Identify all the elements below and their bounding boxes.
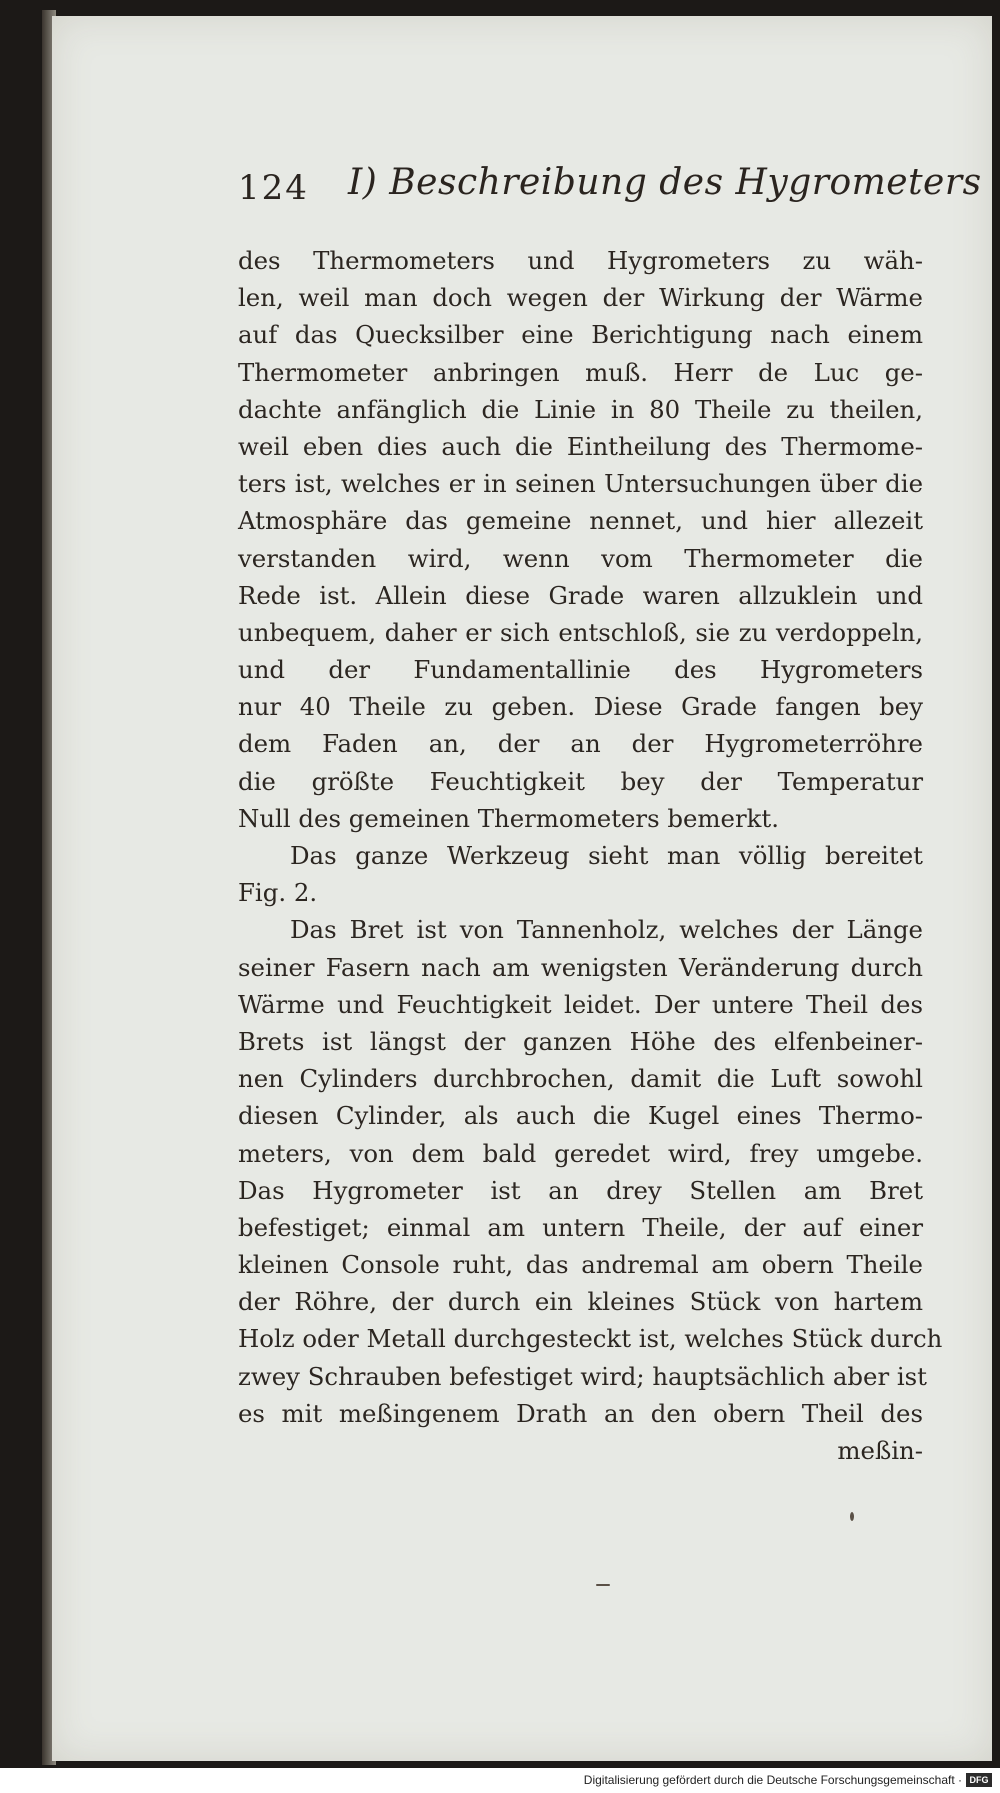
digitization-footer — [0, 1768, 1000, 1793]
text-line: meters, von dem bald geredet wird, frey umgebe. — [238, 1138, 923, 1168]
page-number: 124 — [238, 168, 309, 208]
text-line: diesen Cylinder, als auch die Kugel eines Thermo- — [238, 1101, 923, 1131]
figure-reference: Fig. 2. — [238, 878, 318, 908]
text-line: Null des gemeinen Thermometers bemerkt. — [238, 803, 779, 833]
dfg-logo: DFG — [966, 1773, 992, 1787]
text-line: zwey Schrauben befestiget wird; hauptsächlich aber ist — [238, 1361, 927, 1391]
catchword: meßin- — [837, 1436, 923, 1465]
text-line: unbequem, daher er sich entschloß, sie zu verdoppeln, — [238, 617, 923, 647]
text-line: Das Bret ist von Tannenholz, welches der Länge — [290, 915, 923, 945]
body-text — [238, 242, 943, 1469]
page-header — [238, 160, 982, 220]
text-line: nen Cylinders durchbrochen, damit die Luft sowohl — [238, 1064, 923, 1094]
text-line: und der Fundamentallinie des Hygrometers — [238, 655, 923, 685]
text-line: der Röhre, der durch ein kleines Stück von hartem — [238, 1287, 923, 1317]
text-line: seiner Fasern nach am wenigsten Veränderung durch — [238, 952, 923, 982]
text-line: Holz oder Metall durchgesteckt ist, welches Stück durch — [238, 1324, 943, 1354]
text-line: ters ist, welches er in seinen Untersuchungen über die — [238, 469, 923, 499]
text-line: Thermometer anbringen muß. Herr de Luc ge- — [238, 357, 923, 387]
running-head: I) Beschreibung des Hygrometers — [348, 162, 982, 203]
text-line: Das ganze Werkzeug sieht man völlig bereitet — [290, 841, 923, 870]
text-line: kleinen Console ruht, das andremal am obern Theile — [238, 1250, 923, 1280]
text-line: Wärme und Feuchtigkeit leidet. Der untere Theil des — [238, 989, 923, 1019]
text-line: Brets ist längst der ganzen Höhe des elfenbeiner- — [238, 1026, 923, 1056]
text-line: len, weil man doch wegen der Wirkung der Wärme — [238, 283, 923, 313]
text-line: Rede ist. Allein diese Grade waren allzuklein und — [238, 580, 923, 610]
text-line: auf das Quecksilber eine Berichtigung nach einem — [238, 320, 923, 350]
text-line: befestiget; einmal am untern Theile, der auf einer — [238, 1212, 923, 1242]
paper-speck — [850, 1512, 854, 1521]
text-line: nur 40 Theile zu geben. Diese Grade fangen bey — [238, 692, 923, 722]
text-line: des Thermometers und Hygrometers zu wäh- — [238, 246, 923, 275]
text-line: die größte Feuchtigkeit bey der Temperatur — [238, 766, 923, 796]
funding-credit: Digitalisierung gefördert durch die Deutsche Forschungsgemeinschaft · — [583, 1773, 962, 1787]
text-line: Das Hygrometer ist an drey Stellen am Bret — [238, 1175, 923, 1205]
paper-speck — [596, 1584, 610, 1586]
text-line: dachte anfänglich die Linie in 80 Theile zu theilen, — [238, 394, 923, 424]
text-line: Atmosphäre das gemeine nennet, und hier allezeit — [238, 506, 923, 536]
text-line: es mit meßingenem Drath an den obern Theil des — [238, 1398, 923, 1428]
text-line: verstanden wird, wenn vom Thermometer die — [238, 543, 923, 573]
text-line: dem Faden an, der an der Hygrometerröhre — [238, 729, 923, 759]
text-line: weil eben dies auch die Eintheilung des Thermome- — [238, 431, 923, 461]
